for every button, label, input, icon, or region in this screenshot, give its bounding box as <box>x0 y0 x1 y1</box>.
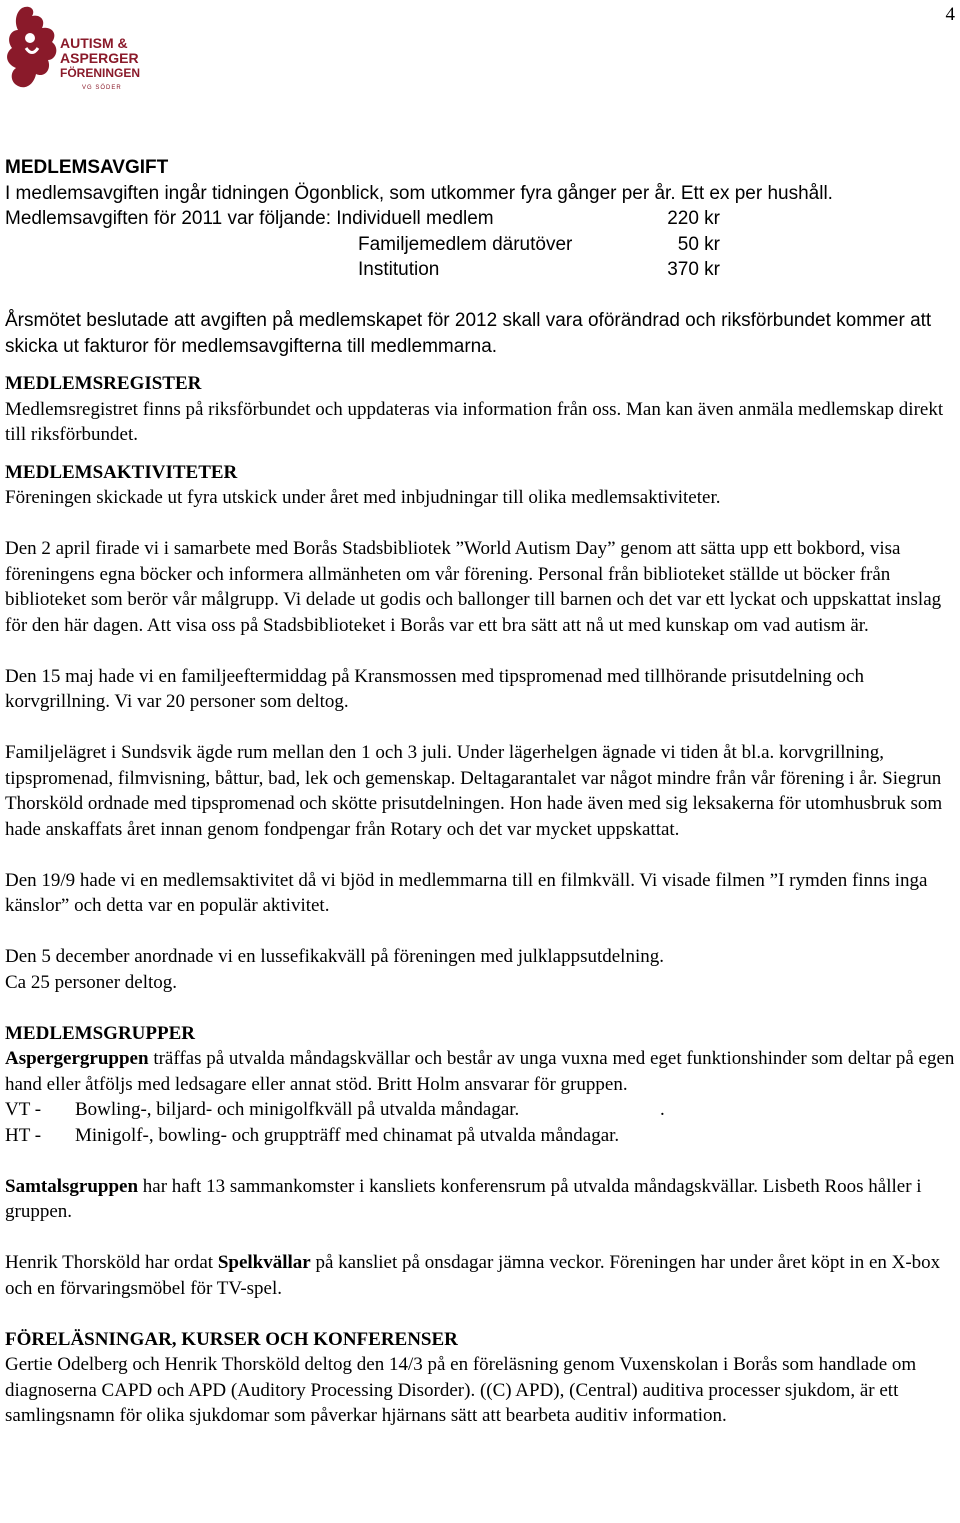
section-medlemsregister <box>5 371 957 448</box>
heading-medlemsavgift: MEDLEMSAVGIFT <box>5 157 169 178</box>
spelkvallar-pre: Henrik Thorsköld har ordat <box>5 1252 218 1273</box>
aktivitet-familjeeftermiddag: Den 15 maj hade vi en familjeeftermiddag på Kransmossen med tipspromenad med tillhörande prisutdelning och korvgrillning. Vi var 20 personer som deltog. <box>5 665 864 712</box>
fee-label-institution: Institution <box>358 259 440 280</box>
vt-text: Bowling-, biljard- och minigolfkväll på utvalda måndagar. <box>75 1099 520 1120</box>
forelasningar-text: Gertie Odelberg och Henrik Thorsköld deltog den 14/3 på en föreläsning genom Vuxenskolan i Borås som handlade om diagnoserna CAPD och APD (Auditory Processing Disorder). ((C) APD), (Central) auditiva processer sjukdom, är ett samlingsnamn för olika sjukdomar som påverkar hjärnans sätt att bearbeta auditiv information. <box>5 1354 917 1426</box>
fee-row-institution <box>5 257 957 283</box>
heading-medlemsregister: MEDLEMSREGISTER <box>5 373 202 394</box>
section-forelasningar <box>5 1327 957 1429</box>
vt-dot: . <box>660 1099 665 1120</box>
fee-amount-individual: 220 kr <box>667 208 720 229</box>
aspergergruppen-paragraph <box>5 1046 957 1097</box>
fee-row-family <box>5 232 957 258</box>
page-number: 4 <box>945 4 955 25</box>
vt-row <box>5 1097 957 1123</box>
logo-line-1: AUTISM & <box>60 35 128 51</box>
lussefika-line-1: Den 5 december anordnade vi en lussefikakväll på föreningen med julklappsutdelning. <box>5 946 664 967</box>
logo-line-3: FÖRENINGEN <box>60 66 141 80</box>
fee-amount-institution: 370 kr <box>667 259 720 280</box>
samtalsgruppen-text: har haft 13 sammankomster i kansliets konferensrum på utvalda måndagskvällar. Lisbeth Roos håller i gruppen. <box>5 1175 922 1222</box>
ht-row <box>5 1123 957 1149</box>
aktiviteter-intro: Föreningen skickade ut fyra utskick under året med inbjudningar till olika medlemsaktiviteter. <box>5 487 721 508</box>
logo-line-2: ASPERGER <box>60 50 139 66</box>
aktivitet-familjelager: Familjelägret i Sundsvik ägde rum mellan den 1 och 3 juli. Under lägerhelgen ägnade vi tiden åt bl.a. korvgrillning, tipspromenad, filmvisning, båttur, bad, lek och gemenskap. Deltagarantalet var något mindre från vår förening i år. Siegrun Thorsköld ordnade med tipspromenad och skötte prisutdelningen. Hon hade även med sig leksakerna för utomhusbruk som hade anskaffats året innan genom fondpengar från Rotary och det var mycket uppskattat. <box>5 742 943 840</box>
association-logo <box>4 4 144 96</box>
section-medlemsgrupper <box>5 1021 957 1302</box>
ht-key: HT - <box>5 1124 42 1146</box>
lussefika-line-2: Ca 25 personer deltog. <box>5 971 178 993</box>
document-body <box>5 155 957 1429</box>
section-medlemsavgift <box>5 155 957 359</box>
logo-wordmark <box>60 36 140 96</box>
fee-label-individual: Medlemsavgiften för 2011 var följande: Individuell medlem <box>5 208 494 229</box>
fee-intro-line: I medlemsavgiften ingår tidningen Ögonblick, som utkommer fyra gånger per år. Ett ex per hushåll. <box>5 182 833 204</box>
samtalsgruppen-label: Samtalsgruppen <box>5 1175 139 1197</box>
fee-amount-family: 50 kr <box>677 233 720 255</box>
puzzle-figure-icon <box>4 4 64 96</box>
aktivitet-lussefika <box>5 944 957 995</box>
fee-row-individual <box>5 206 957 232</box>
samtalsgruppen-paragraph <box>5 1174 957 1225</box>
medlemsregister-text: Medlemsregistret finns på riksförbundet och uppdateras via information från oss. Man kan även anmäla medlemskap direkt till riksförbundet. <box>5 398 944 445</box>
heading-medlemsaktiviteter: MEDLEMSAKTIVITETER <box>5 461 238 483</box>
section-medlemsaktiviteter <box>5 460 957 996</box>
fee-label-family: Familjemedlem därutöver <box>358 233 573 255</box>
annual-meeting-decision: Årsmötet beslutade att avgiften på medlemskapet för 2012 skall vara oförändrad och riksförbundet kommer att skicka ut fakturor för medlemsavgifterna till medlemmarna. <box>5 310 932 357</box>
spelkvallar-label: Spelkvällar <box>217 1252 311 1273</box>
vt-key: VT - <box>5 1099 42 1120</box>
spelkvallar-paragraph <box>5 1250 957 1301</box>
aspergergruppen-label: Aspergergruppen <box>5 1048 149 1069</box>
aktivitet-filmkvall: Den 19/9 hade vi en medlemsaktivitet då vi bjöd in medlemmarna till en filmkväll. Vi visade filmen ”I rymden finns inga känslor” och detta var en populär aktivitet. <box>5 869 928 916</box>
aspergergruppen-text: träffas på utvalda måndagskvällar och består av unga vuxna med eget funktionshinder som deltar på egen hand eller åtföljs med ledsagare eller annat stöd. Britt Holm ansvarar för gruppen. <box>5 1048 955 1095</box>
heading-forelasningar: FÖRELÄSNINGAR, KURSER OCH KONFERENSER <box>5 1328 458 1350</box>
logo-line-4: VG SÖDER <box>82 85 122 91</box>
aktivitet-world-autism-day: Den 2 april firade vi i samarbete med Borås Stadsbibliotek ”World Autism Day” genom att sätta upp ett bokbord, visa föreningens egna böcker och informera allmänheten om vår förening. Personal från biblioteket ställde ut böcker från biblioteket som berör vår målgrupp. Vi delade ut godis och ballonger till barnen och det var ett lyckat och uppskattat inslag för den här dagen. Att visa oss på Stadsbiblioteket i Borås var ett bra sätt att nå ut med kunskap om vad autism är. <box>5 538 942 636</box>
ht-text: Minigolf-, bowling- och gruppträff med chinamat på utvalda måndagar. <box>75 1124 620 1146</box>
spelkvallar-text: på kansliet på onsdagar jämna veckor. Föreningen har under året köpt in en X-box och en förvaringsmöbel för TV-spel. <box>5 1252 941 1299</box>
heading-medlemsgrupper: MEDLEMSGRUPPER <box>5 1022 195 1044</box>
